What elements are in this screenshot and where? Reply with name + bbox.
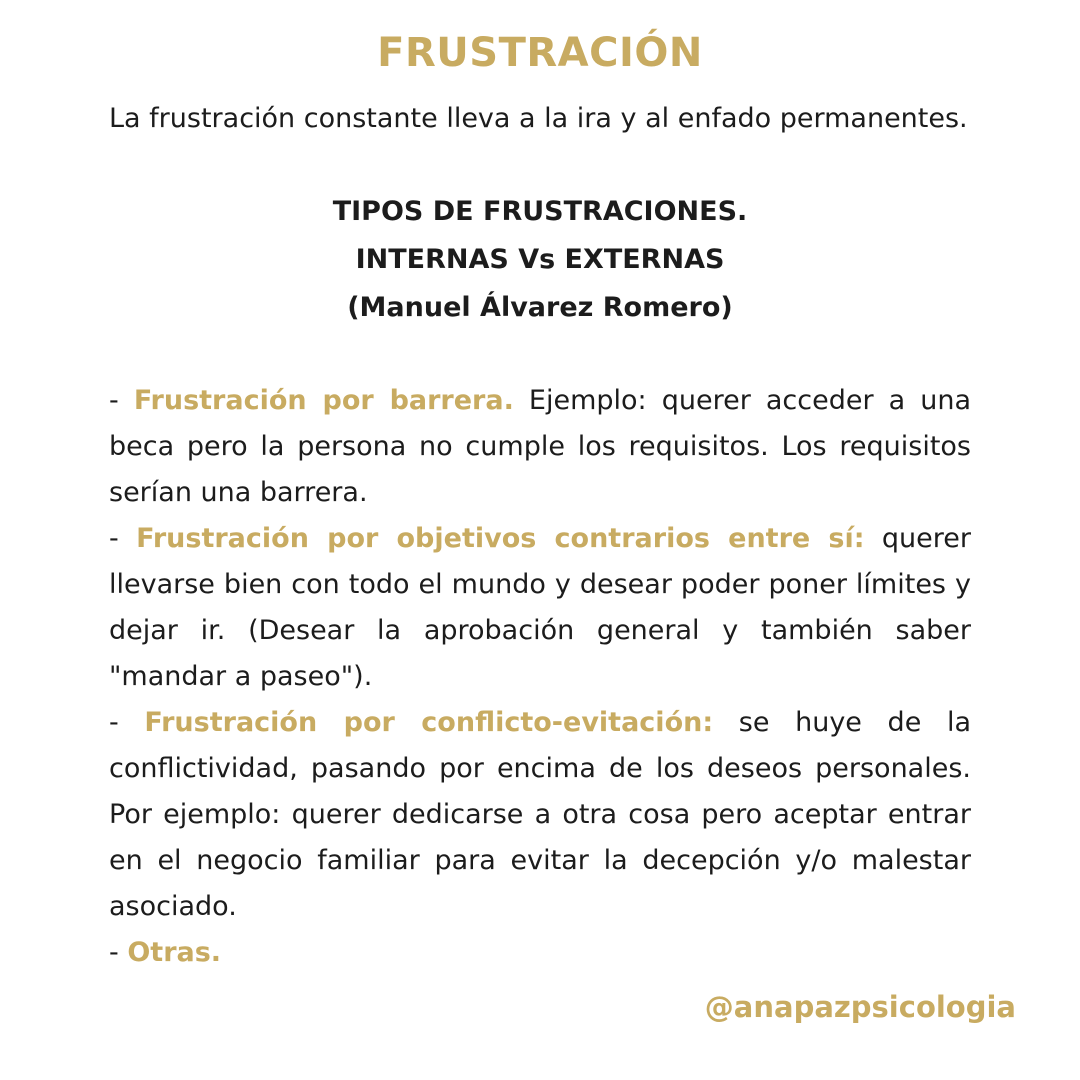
subtitle-line-3: (Manuel Álvarez Romero) <box>347 292 733 323</box>
section-subtitle <box>109 188 971 332</box>
intro-paragraph: La frustración constante lleva a la ira y al enfado permanentes. <box>109 103 968 134</box>
list-item-conflicto <box>109 700 971 930</box>
item-heading: Frustración por barrera. <box>133 385 514 416</box>
item-dash: - <box>109 707 145 738</box>
spacer <box>109 142 971 188</box>
subtitle-line-1: TIPOS DE FRUSTRACIONES. <box>332 196 748 227</box>
list-item-objetivos <box>109 516 971 700</box>
spacer <box>109 332 971 378</box>
item-dash: - <box>109 523 137 554</box>
item-dash: - <box>109 385 134 416</box>
page-title: FRUSTRACIÓN <box>377 30 703 76</box>
item-dash: - <box>109 937 128 968</box>
item-text: se huye de la conflictividad, pasando por encima de los deseos personales. Por ejemplo: querer dedicarse a otra cosa pero aceptar entrar en el negocio familiar para evitar la decepción y/o malestar asociado. <box>109 707 972 922</box>
item-heading: Frustración por objetivos contrarios entre sí: <box>136 523 865 554</box>
subtitle-line-2: INTERNAS Vs EXTERNAS <box>355 244 725 275</box>
item-heading: Frustración por conflicto-evitación: <box>144 707 714 738</box>
main-content <box>109 96 971 976</box>
item-text: Ejemplo: querer acceder a una beca pero la persona no cumple los requisitos. Los requisitos serían una barrera. <box>109 385 971 508</box>
list-item-otras <box>109 930 971 976</box>
item-text: querer llevarse bien con todo el mundo y desear poder poner límites y dejar ir. (Desear la aprobación general y también saber "mandar a paseo"). <box>109 523 971 692</box>
list-item-barrera <box>109 378 971 516</box>
social-handle: @anapazpsicologia <box>704 990 1016 1024</box>
item-heading: Otras. <box>127 937 222 968</box>
